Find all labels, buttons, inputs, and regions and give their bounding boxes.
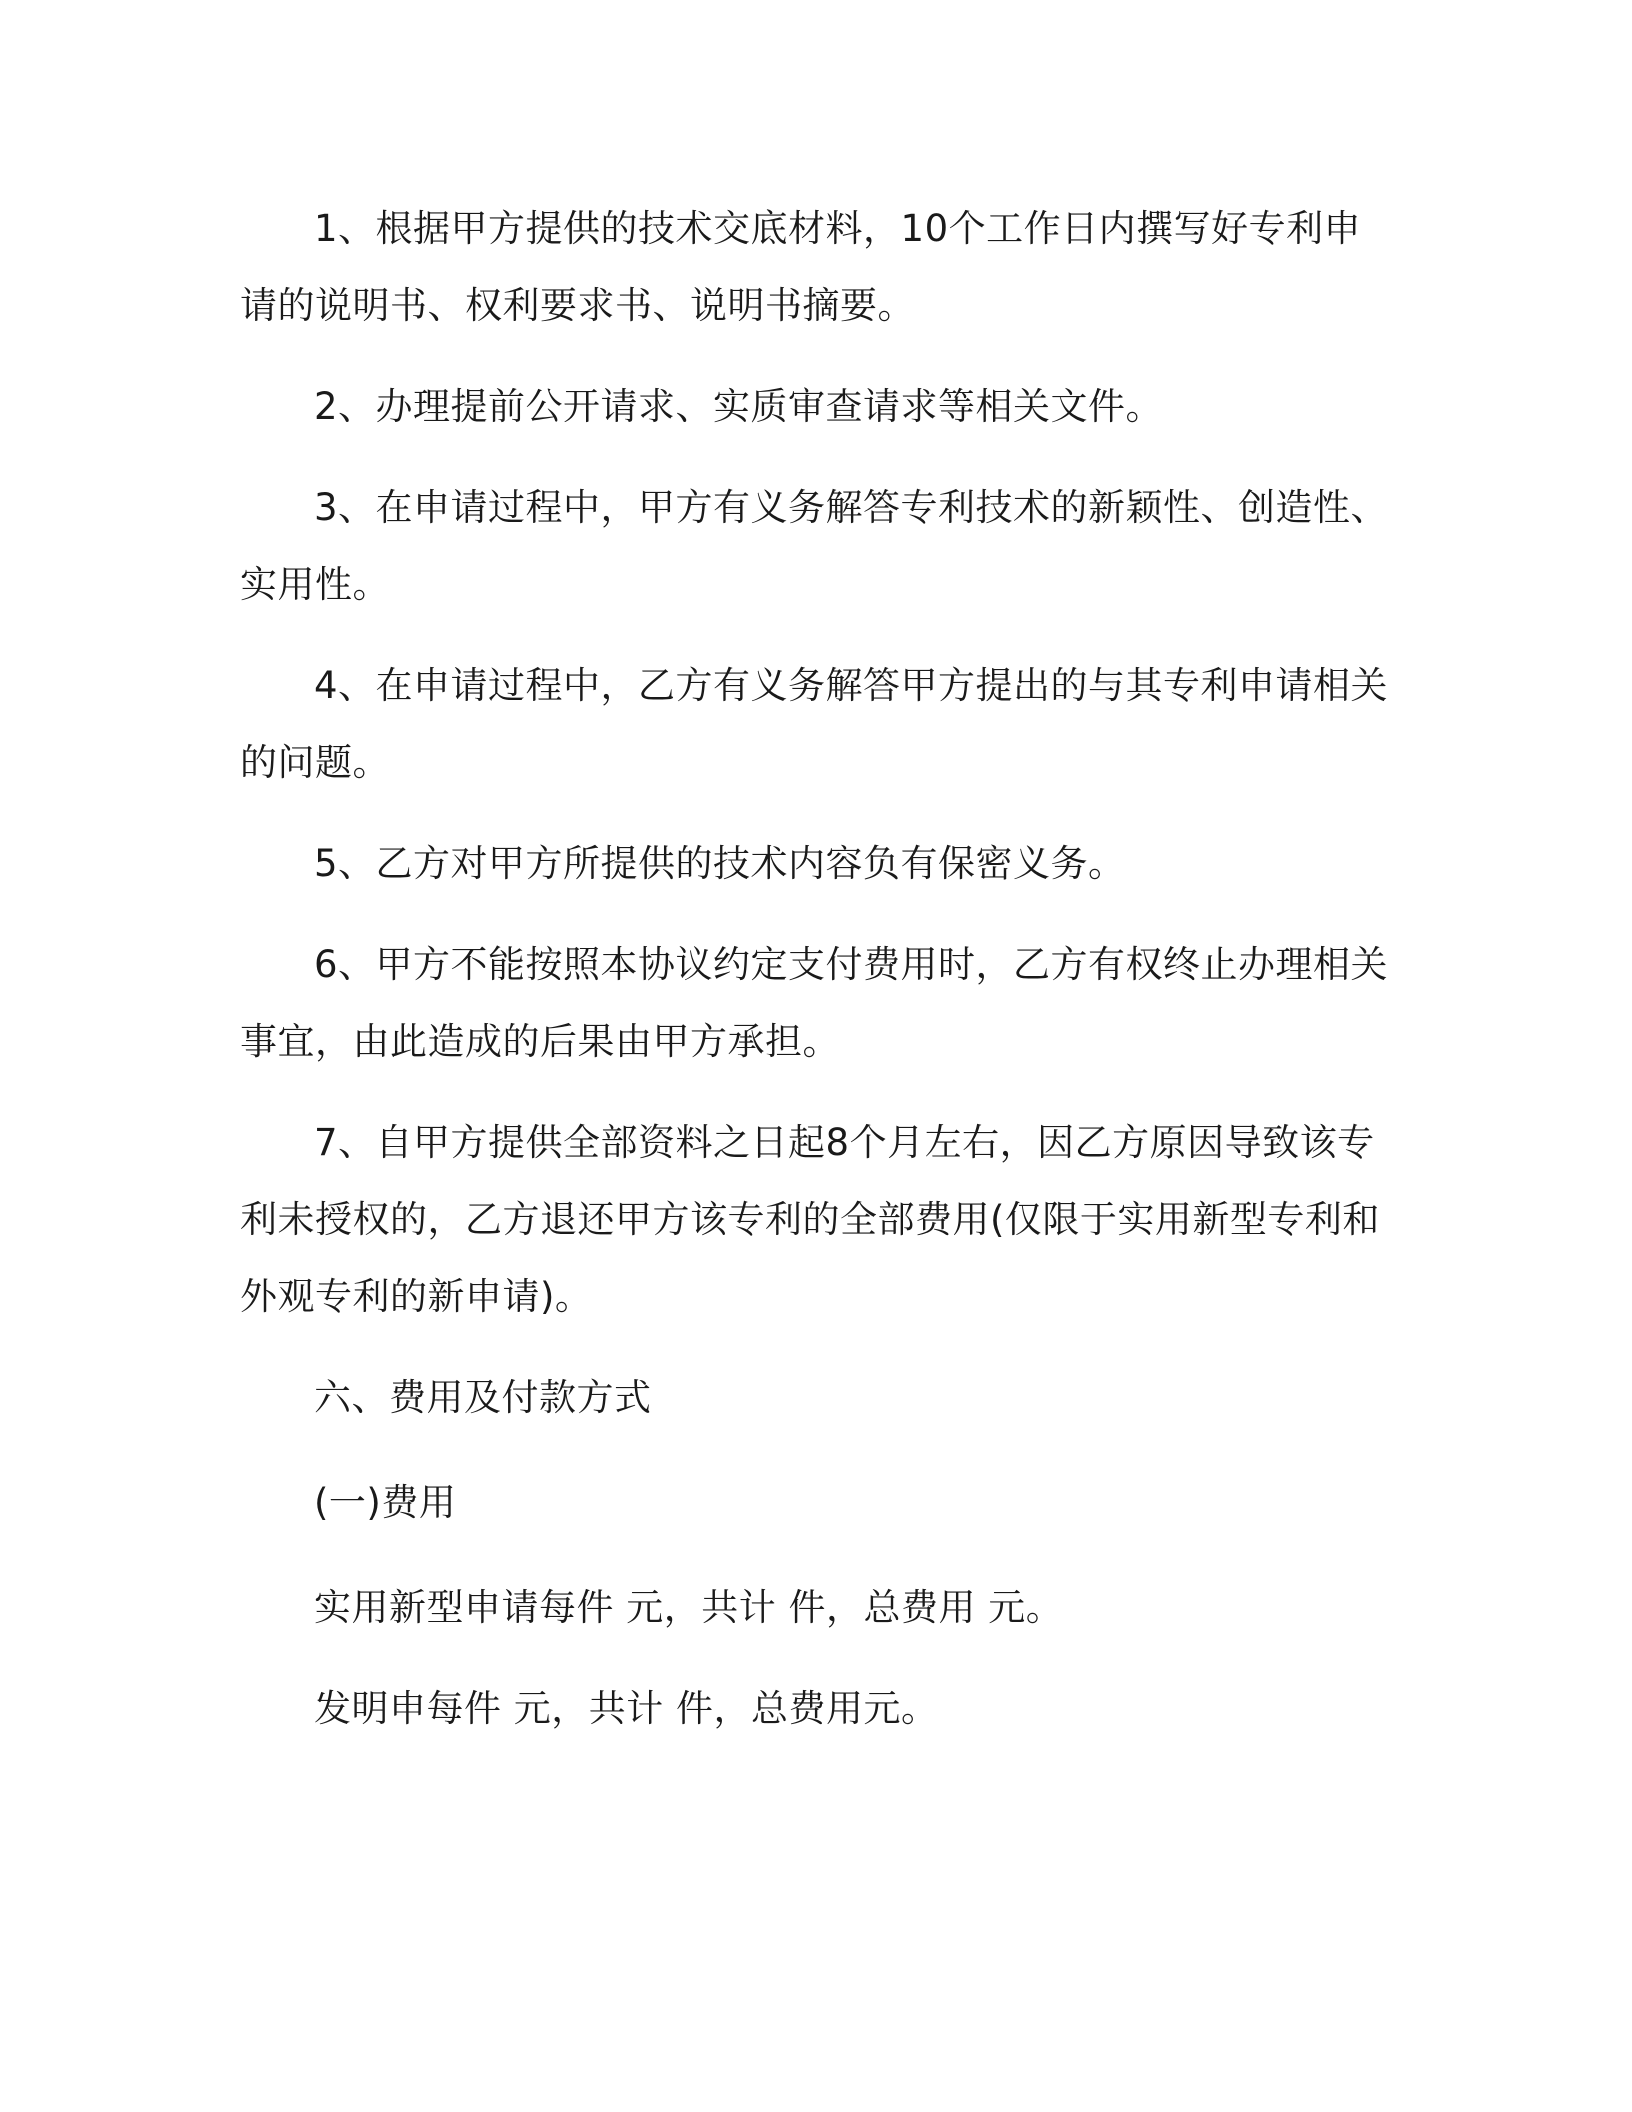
section-6-heading: 六、费用及付款方式 [314, 1376, 652, 1419]
clause-1-paragraph: 1、根据甲方提供的技术交底材料，10个工作日内撰写好专利申请的说明书、权利要求书、说明书摘要。 [240, 207, 1362, 327]
subsection-fees-heading: (一)费用 [314, 1481, 457, 1524]
clause-7-paragraph: 7、自甲方提供全部资料之日起8个月左右，因乙方原因导致该专利未授权的，乙方退还甲方该专利的全部费用(仅限于实用新型专利和外观专利的新申请)。 [240, 1121, 1380, 1318]
clause-2-paragraph: 2、办理提前公开请求、实质审查请求等相关文件。 [314, 385, 1164, 428]
document-body [240, 190, 1390, 1747]
fee-invention-line: 发明申每件 元，共计 件，总费用元。 [314, 1687, 939, 1730]
clause-6-paragraph: 6、甲方不能按照本协议约定支付费用时，乙方有权终止办理相关事宜，由此造成的后果由甲方承担。 [240, 943, 1389, 1063]
clause-3-paragraph: 3、在申请过程中，甲方有义务解答专利技术的新颖性、创造性、实用性。 [240, 486, 1389, 606]
clause-5-paragraph: 5、乙方对甲方所提供的技术内容负有保密义务。 [314, 842, 1126, 885]
fee-utility-model-line: 实用新型申请每件 元，共计 件，总费用 元。 [314, 1586, 1064, 1629]
clause-4-paragraph: 4、在申请过程中，乙方有义务解答甲方提出的与其专利申请相关的问题。 [240, 664, 1389, 784]
